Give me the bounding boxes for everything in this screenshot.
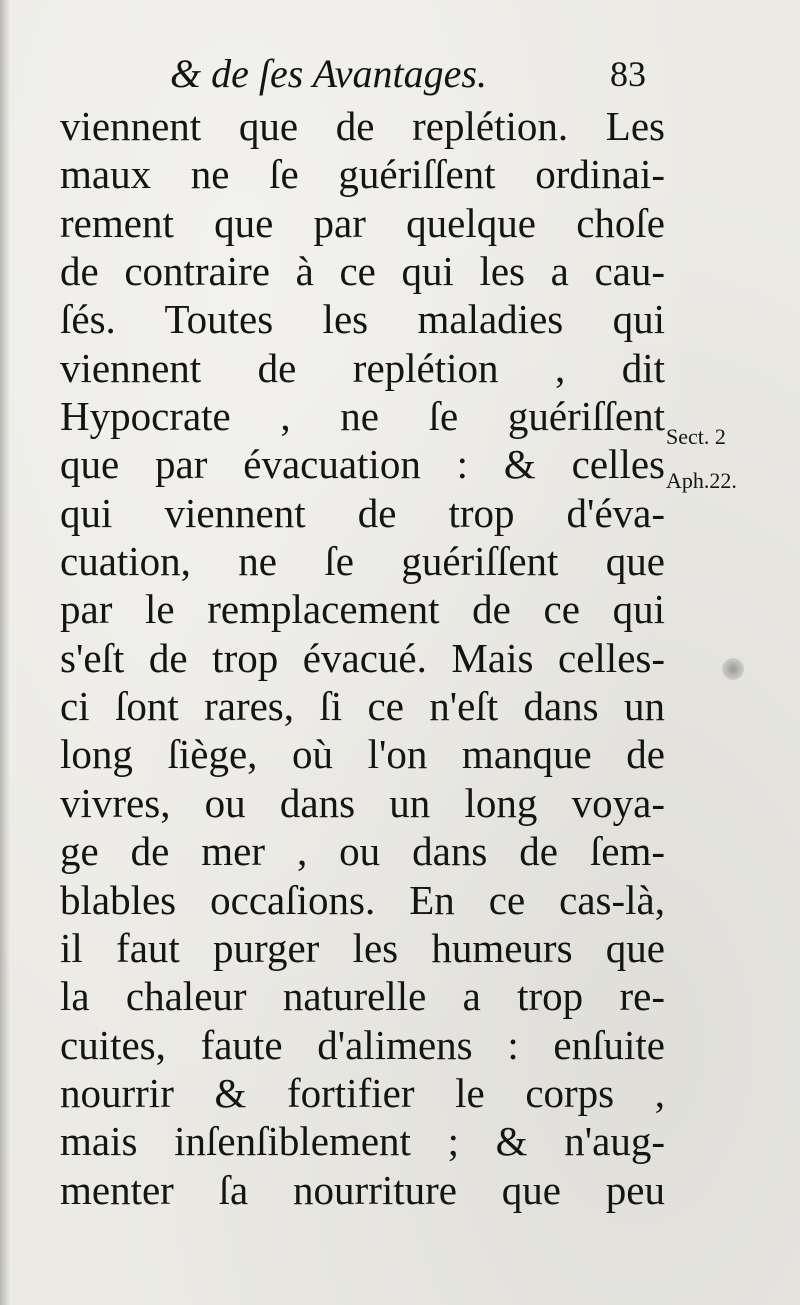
- text-line: nourrir & fortifier le corps ,: [60, 1069, 665, 1116]
- ink-smudge: [722, 658, 744, 680]
- text-line: maux ne ſe guériſſent ordinai-: [60, 151, 665, 198]
- text-line: mais inſenſiblement ; & n'aug-: [60, 1118, 665, 1165]
- text-line: de contraire à ce qui les a cau-: [60, 248, 665, 295]
- text-line: cuites, faute d'alimens : enſuite: [60, 1021, 665, 1068]
- text-line: cuation, ne ſe guériſſent que: [60, 538, 665, 585]
- page-number: 83: [610, 54, 646, 94]
- text-line: ge de mer , ou dans de ſem-: [60, 828, 665, 875]
- text-line: qui viennent de trop d'éva-: [60, 489, 665, 536]
- body-text: [60, 102, 665, 1214]
- text-line: long ſiège, où l'on manque de: [60, 731, 665, 778]
- text-line: il faut purger les humeurs que: [60, 924, 665, 971]
- text-line: la chaleur naturelle a trop re-: [60, 973, 665, 1020]
- text-line: menter ſa nourriture que peu: [60, 1166, 665, 1213]
- text-line: viennent de replétion , dit: [60, 344, 665, 391]
- margin-note-aphorism: Aph.22.: [666, 468, 737, 493]
- text-line: vivres, ou dans un long voya-: [60, 779, 665, 826]
- text-line: ci ſont rares, ſi ce n'eſt dans un: [60, 683, 665, 730]
- text-line: par le remplacement de ce qui: [60, 586, 665, 633]
- running-title: & de ſes Avantages.: [170, 51, 487, 96]
- text-line: Hypocrate , ne ſe guériſſent: [60, 393, 665, 440]
- text-line: s'eſt de trop évacué. Mais celles-: [60, 634, 665, 681]
- text-line: que par évacuation : & celles: [60, 441, 665, 488]
- text-line: rement que par quelque choſe: [60, 199, 665, 246]
- text-line: ſés. Toutes les maladies qui: [60, 296, 665, 343]
- text-line: blables occaſions. En ce cas-là,: [60, 876, 665, 923]
- page-edge-shadow: [0, 0, 10, 1305]
- text-line: viennent que de replétion. Les: [60, 103, 665, 149]
- margin-note-section: Sect. 2: [666, 424, 726, 449]
